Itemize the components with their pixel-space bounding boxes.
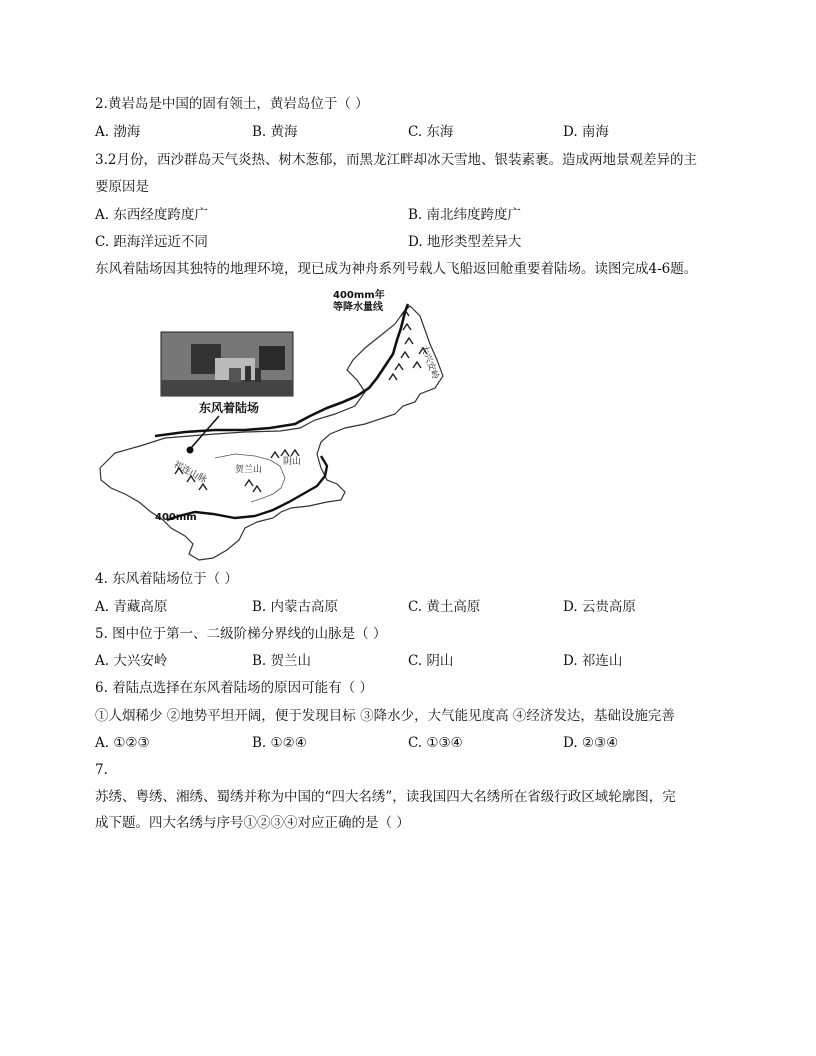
q6-options <box>95 733 735 753</box>
q3-stem-line2: 要原因是 <box>95 179 149 195</box>
q5-options <box>95 651 735 671</box>
q3-options-row1 <box>95 205 735 225</box>
q6-statements: ①人烟稀少 ②地势平坦开阔，便于发现目标 ③降水少，大气能见度高 ④经济发达，基础设施完善 <box>95 708 675 724</box>
q4-stem: 4. 东风着陆场位于（ ） <box>95 571 238 587</box>
q3-option-c: C. 距海洋远近不同 <box>95 234 208 250</box>
q6-option-a: A. ①②③ <box>95 735 150 751</box>
passage-intro: 东风着陆场因其独特的地理环境，现已成为神舟系列号载人飞船返回舱重要着陆场。读图完成4-6题。 <box>95 261 698 277</box>
q2-option-c: C. 东海 <box>408 124 454 140</box>
isohyet-label-top-2: 等降水量线 <box>333 302 383 313</box>
q4-option-c: C. 黄土高原 <box>408 599 481 615</box>
q3-option-a: A. 东西经度跨度广 <box>95 207 208 223</box>
isohyet-label-bottom: 400mm <box>155 512 197 523</box>
mountain-label-daxinganling: 大兴安岭 <box>418 343 440 381</box>
station-label: 东风着陆场 <box>199 401 260 415</box>
q7-number: 7. <box>95 762 108 778</box>
landing-site-dot <box>187 447 194 454</box>
q5-option-c: C. 阴山 <box>408 653 454 669</box>
q4-option-a: A. 青藏高原 <box>95 599 168 615</box>
mountain-label-helanshan: 贺兰山 <box>235 465 263 475</box>
q7-stem-line2: 成下题。四大名绣与序号①②③④对应正确的是（ ） <box>95 815 410 831</box>
q6-option-d: D. ②③④ <box>563 735 619 751</box>
q6-stem: 6. 着陆点选择在东风着陆场的原因可能有（ ） <box>95 680 373 696</box>
q2-stem: 2.黄岩岛是中国的固有领土，黄岩岛位于（ ） <box>95 96 369 112</box>
q2-option-a: A. 渤海 <box>95 124 141 140</box>
q5-option-b: B. 贺兰山 <box>252 653 312 669</box>
isohyet-label-top-1: 400mm年 <box>333 290 385 301</box>
mountain-label-yinshan: 阴山 <box>283 457 302 467</box>
q4-option-d: D. 云贵高原 <box>563 599 636 615</box>
q5-stem: 5. 图中位于第一、二级阶梯分界线的山脉是（ ） <box>95 626 387 642</box>
q6-option-c: C. ①③④ <box>408 735 463 751</box>
q2-option-d: D. 南海 <box>563 124 609 140</box>
q3-option-b: B. 南北纬度跨度广 <box>408 207 522 223</box>
q6-option-b: B. ①②④ <box>252 735 307 751</box>
q4-options <box>95 597 735 617</box>
q5-option-a: A. 大兴安岭 <box>95 653 168 669</box>
q2-options <box>95 122 735 142</box>
q3-stem-line1: 3.2月份，西沙群岛天气炎热、树木葱郁，而黑龙江畔却冰天雪地、银装素裹。造成两地景观差异的主 <box>95 152 697 168</box>
q4-option-b: B. 内蒙古高原 <box>252 599 339 615</box>
q5-option-d: D. 祁连山 <box>563 653 623 669</box>
map-figure <box>95 288 450 563</box>
q3-option-d: D. 地形类型差异大 <box>408 234 522 250</box>
q7-stem-line1: 苏绣、粤绣、湘绣、蜀绣并称为中国的“四大名绣”，读我国四大名绣所在省级行政区域轮廓图，完 <box>95 789 676 805</box>
mountain-helanshan-marks <box>245 480 261 492</box>
q2-option-b: B. 黄海 <box>252 124 298 140</box>
mountain-label-qilianshan: 祁连山脉 <box>171 459 209 486</box>
q3-options-row2 <box>95 232 735 252</box>
